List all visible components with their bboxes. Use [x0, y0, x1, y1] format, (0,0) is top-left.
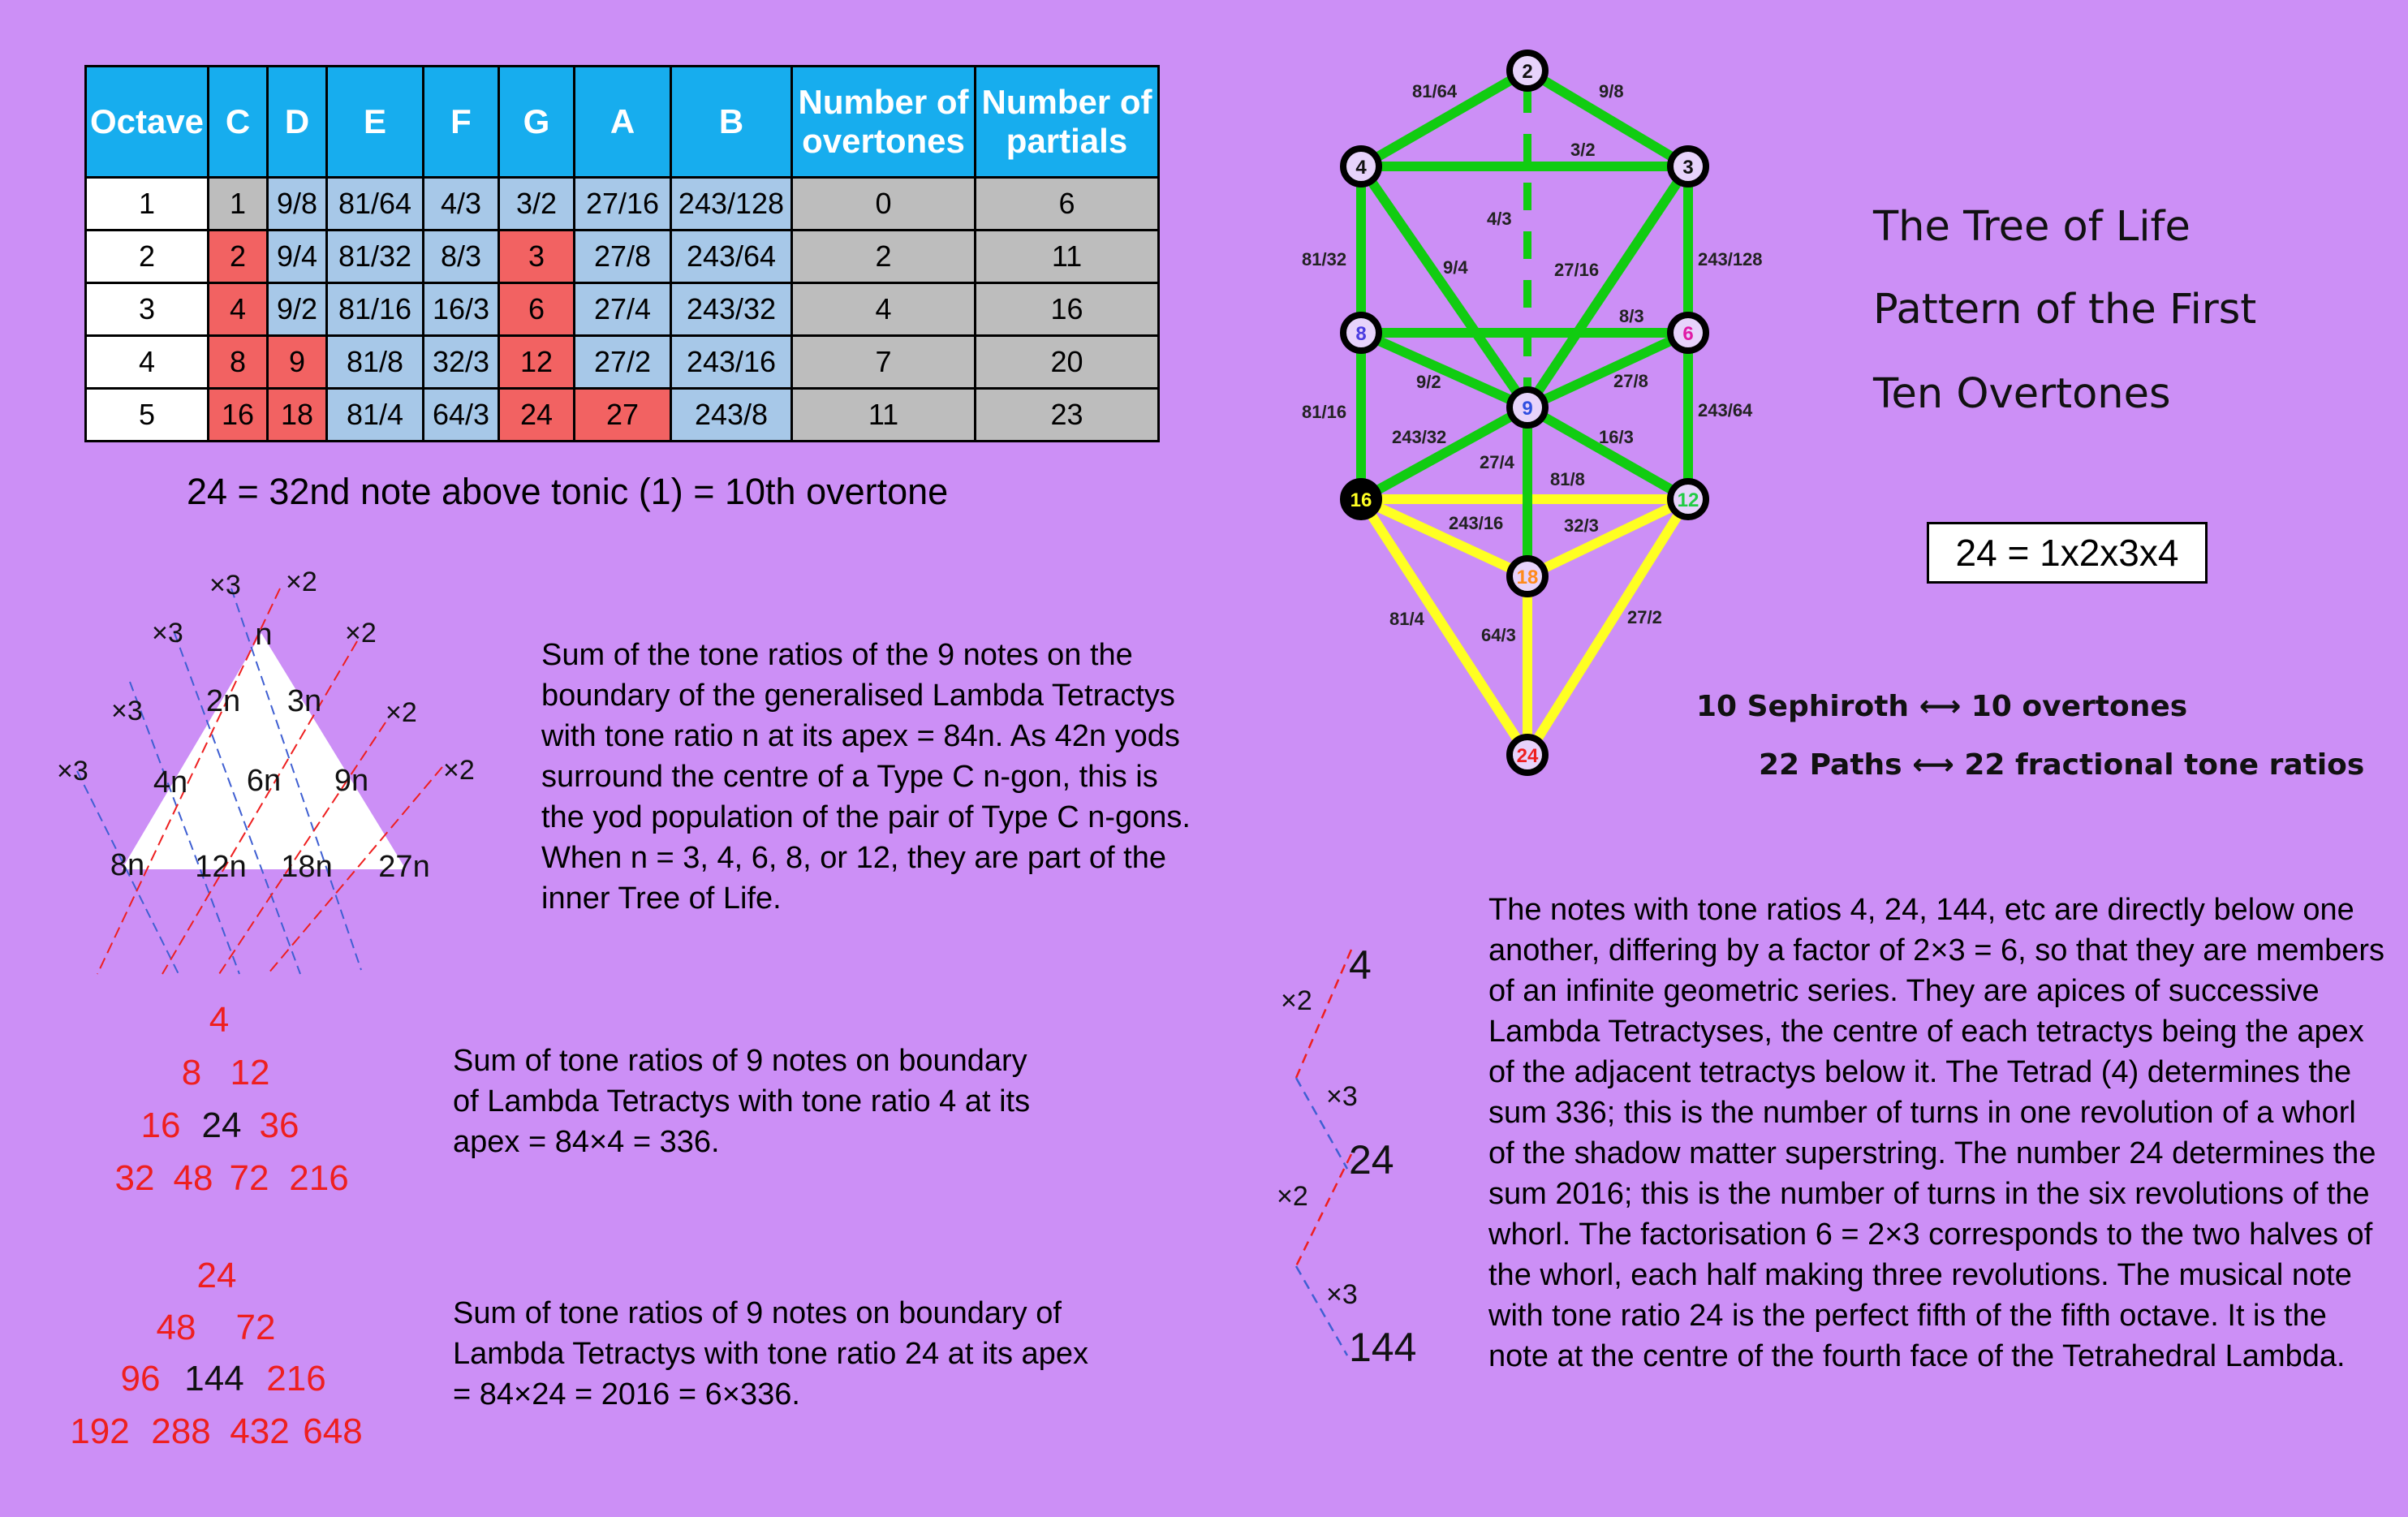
tetractys-node: 72 [235, 1308, 276, 1347]
path-label: 243/128 [1698, 249, 1763, 269]
formula-box: 24 = 1x2x3x4 [1927, 522, 2208, 584]
table-cell: 243/16 [671, 336, 792, 389]
table-cell: 23 [976, 389, 1159, 442]
sephirah-label: 8 [1355, 323, 1367, 345]
tetractys-node: 192 [70, 1411, 130, 1451]
table-cell: 2 [209, 231, 268, 283]
table-cell: 81/16 [327, 283, 424, 336]
table-cell: 81/8 [327, 336, 424, 389]
path-label: 243/16 [1449, 513, 1504, 533]
generalised-sum-paragraph: Sum of the tone ratios of the 9 notes on the boundary of the generalised Lambda Tetractys with tone ratio n at its apex = 84n. As 42n yods surround the centre of a Type C n-gon, this is the yod population of the pair of Type C n-gons. When n = 3, 4, 6, 8, or 12, they are part of the inner Tree of Life. [541, 638, 1191, 916]
path-label: 27/16 [1554, 260, 1600, 280]
lambda-node: 8n [110, 848, 145, 882]
correspondence-left: 22 Paths [1759, 748, 1902, 782]
table-cell: 12 [499, 336, 575, 389]
double-arrow-icon: ⟷ [1912, 748, 1954, 782]
table-row [86, 283, 1159, 336]
table-cell: 9/2 [268, 283, 327, 336]
path-label: 81/64 [1412, 81, 1458, 101]
table-cell: 5 [86, 389, 209, 442]
table-cell: 3 [499, 231, 575, 283]
table-cell: 27/4 [575, 283, 671, 336]
path-label: 81/8 [1550, 469, 1585, 489]
lambda-node: 4n [153, 765, 188, 799]
path-label: 243/32 [1392, 427, 1447, 447]
sephirah-label: 9 [1522, 398, 1533, 420]
table-cell: 243/8 [671, 389, 792, 442]
table-cell: 8 [209, 336, 268, 389]
sephirah-label: 24 [1516, 745, 1539, 767]
tetractys-node: 288 [151, 1411, 211, 1451]
table-cell: 4 [86, 336, 209, 389]
table-cell: 3 [86, 283, 209, 336]
times-three-label: ×3 [1326, 1279, 1358, 1310]
path-label: 9/4 [1443, 257, 1468, 278]
geometric-series-paragraph: The notes with tone ratios 4, 24, 144, etc are directly below one another, differing by a factor of 2×3 = 6, so that they are members of an infinite geometric series. They are apices of successive Lambda Tetractyses, the centre of each tetractys being the apex of the adjacent tetractys below it. The Tetrad (4) determines the sum 336; this is the number of turns in one revolution of a whorl of the shadow matter superstring. The number 24 determines the sum 2016; this is the number of turns in the six revolutions of the whorl. The factorisation 6 = 2×3 corresponds to the two halves of the whorl, each half making three revolutions. The musical note with tone ratio 24 is the perfect fifth of the fifth octave. It is the note at the centre of the fourth face of the Tetrahedral Lambda. [1488, 893, 2385, 1373]
times-two-label: ×2 [1281, 985, 1312, 1016]
tetractys-node: 432 [230, 1411, 290, 1451]
correspondence-right: 10 overtones [1971, 690, 2188, 723]
tetractys-node: 48 [156, 1308, 196, 1347]
octave-table [84, 65, 1160, 442]
lambda-node: 2n [205, 684, 241, 718]
tree-of-life-diagram [1282, 32, 1802, 804]
tetractys-node: 12 [230, 1053, 270, 1092]
sephirah-label: 4 [1355, 157, 1367, 179]
times-two-label: ×2 [443, 755, 475, 786]
tetractys-node: 16 [140, 1105, 181, 1145]
table-cell: 0 [792, 178, 976, 231]
times-two-label: ×2 [1277, 1181, 1308, 1212]
path-label: 27/4 [1480, 452, 1514, 472]
sephirah-label: 16 [1350, 489, 1372, 511]
title-line-3: Ten Overtones [1873, 370, 2171, 418]
path-label: 81/4 [1389, 609, 1424, 629]
lambda-node: 12n [195, 850, 247, 884]
lambda-tetractys-diagram [0, 552, 503, 990]
path-label: 32/3 [1564, 515, 1599, 536]
tetractys-node: 4 [209, 1000, 230, 1040]
table-cell: 4 [209, 283, 268, 336]
table-cell: 243/32 [671, 283, 792, 336]
table-cell: 9 [268, 336, 327, 389]
table-cell: 6 [499, 283, 575, 336]
tetractys-node: 32 [114, 1158, 155, 1198]
header-e: E [327, 67, 424, 178]
table-cell: 81/64 [327, 178, 424, 231]
sum-twenty-four-paragraph: Sum of tone ratios of 9 notes on boundary of Lambda Tetractys with tone ratio 24 at its apex = 84×24 = 2016 = 6×336. [453, 1296, 1088, 1411]
dashed-paths [1518, 85, 1527, 394]
sephirah-label: 2 [1522, 61, 1533, 83]
table-cell: 24 [499, 389, 575, 442]
path-label: 243/64 [1698, 400, 1753, 420]
table-row [86, 178, 1159, 231]
correspondence-right: 22 fractional tone ratios [1964, 748, 2365, 782]
tetractys-node: 24 [196, 1256, 237, 1295]
table-cell: 16 [209, 389, 268, 442]
table-cell: 2 [86, 231, 209, 283]
table-cell: 27/16 [575, 178, 671, 231]
correspondence-left: 10 Sephiroth [1696, 690, 1910, 723]
tetractys-node: 48 [173, 1158, 213, 1198]
table-cell: 1 [209, 178, 268, 231]
table-cell: 9/8 [268, 178, 327, 231]
table-row [86, 336, 1159, 389]
tetractys-four [49, 994, 406, 1213]
header-d: D [268, 67, 327, 178]
header-f: F [424, 67, 499, 178]
path-label: 81/32 [1302, 249, 1347, 269]
times-three-label: ×3 [57, 756, 88, 787]
path-label: 27/8 [1613, 371, 1648, 391]
header-a: A [575, 67, 671, 178]
path-label: 64/3 [1481, 625, 1516, 645]
header-b: B [671, 67, 792, 178]
lambda-node: 6n [246, 764, 282, 798]
table-cell: 64/3 [424, 389, 499, 442]
paths-correspondence [1759, 748, 2364, 782]
table-cell: 27/8 [575, 231, 671, 283]
tetractys-node: 144 [184, 1359, 244, 1398]
times-three-label: ×3 [209, 570, 241, 601]
sephiroth-correspondence [1696, 690, 2187, 723]
tetractys-node: 72 [229, 1158, 269, 1198]
path-label: 9/2 [1416, 372, 1441, 392]
table-cell: 2 [792, 231, 976, 283]
table-cell: 4 [792, 283, 976, 336]
table-cell: 1 [86, 178, 209, 231]
lambda-apex-n: n [255, 618, 273, 652]
header-c: C [209, 67, 268, 178]
tetractys-node: 216 [266, 1359, 326, 1398]
title-line-1: The Tree of Life [1873, 203, 2190, 251]
tetractys-twenty-four [49, 1250, 406, 1469]
table-cell: 9/4 [268, 231, 327, 283]
path-label: 8/3 [1619, 306, 1644, 326]
table-cell: 27/2 [575, 336, 671, 389]
overtone-note-line: 24 = 32nd note above tonic (1) = 10th overtone [187, 471, 949, 512]
table-cell: 18 [268, 389, 327, 442]
header-octave: Octave [86, 67, 209, 178]
double-arrow-icon: ⟷ [1919, 690, 1962, 723]
path-label: 81/16 [1302, 402, 1347, 422]
table-cell: 6 [976, 178, 1159, 231]
table-cell: 81/32 [327, 231, 424, 283]
table-cell: 243/128 [671, 178, 792, 231]
lambda-node: 27n [378, 850, 430, 884]
path-label: 4/3 [1487, 209, 1512, 229]
table-cell: 3/2 [499, 178, 575, 231]
title-line-2: Pattern of the First [1873, 286, 2257, 334]
table-cell: 16/3 [424, 283, 499, 336]
table-cell: 27 [575, 389, 671, 442]
table-row [86, 231, 1159, 283]
table-header-row [86, 67, 1159, 178]
header-g: G [499, 67, 575, 178]
sephirah-label: 6 [1682, 323, 1694, 345]
table-cell: 81/4 [327, 389, 424, 442]
table-cell: 32/3 [424, 336, 499, 389]
times-two-label: ×2 [386, 697, 417, 728]
lambda-node: 9n [334, 764, 369, 798]
series-value: 144 [1349, 1325, 1417, 1370]
lambda-node: 3n [286, 684, 322, 718]
table-cell: 11 [976, 231, 1159, 283]
table-cell: 8/3 [424, 231, 499, 283]
times-three-label: ×3 [152, 618, 183, 649]
times-three-label: ×3 [1326, 1081, 1358, 1112]
tetractys-node: 648 [303, 1411, 363, 1451]
path-label: 16/3 [1599, 427, 1634, 447]
table-cell: 4/3 [424, 178, 499, 231]
times-two-label: ×2 [286, 567, 317, 597]
tetractys-node: 24 [201, 1105, 242, 1145]
sum-four-paragraph: Sum of tone ratios of 9 notes on boundary of Lambda Tetractys with tone ratio 4 at its apex = 84×4 = 336. [453, 1044, 1031, 1159]
tetractys-node: 216 [289, 1158, 349, 1198]
table-cell: 11 [792, 389, 976, 442]
path-label: 3/2 [1570, 140, 1596, 160]
tetractys-node: 96 [120, 1359, 161, 1398]
series-value: 24 [1349, 1137, 1394, 1183]
table-cell: 7 [792, 336, 976, 389]
lambda-triangle [122, 633, 406, 869]
path-label: 9/8 [1599, 81, 1624, 101]
table-row [86, 389, 1159, 442]
sephirah-label: 18 [1516, 567, 1539, 588]
table-cell: 16 [976, 283, 1159, 336]
sephirah-label: 3 [1682, 157, 1694, 179]
header-overtones: Number of overtones [792, 67, 976, 178]
series-value: 4 [1349, 942, 1372, 988]
sephirah-label: 12 [1677, 489, 1699, 511]
lambda-node: 18n [281, 850, 333, 884]
path-label: 27/2 [1627, 607, 1662, 627]
tetractys-node: 8 [181, 1053, 202, 1092]
table-cell: 243/64 [671, 231, 792, 283]
header-partials: Number of partials [976, 67, 1159, 178]
table-cell: 20 [976, 336, 1159, 389]
geometric-series-zigzag [1266, 933, 1445, 1388]
times-three-label: ×3 [111, 696, 143, 726]
times-two-label: ×2 [345, 618, 377, 649]
tetractys-node: 36 [259, 1105, 299, 1145]
